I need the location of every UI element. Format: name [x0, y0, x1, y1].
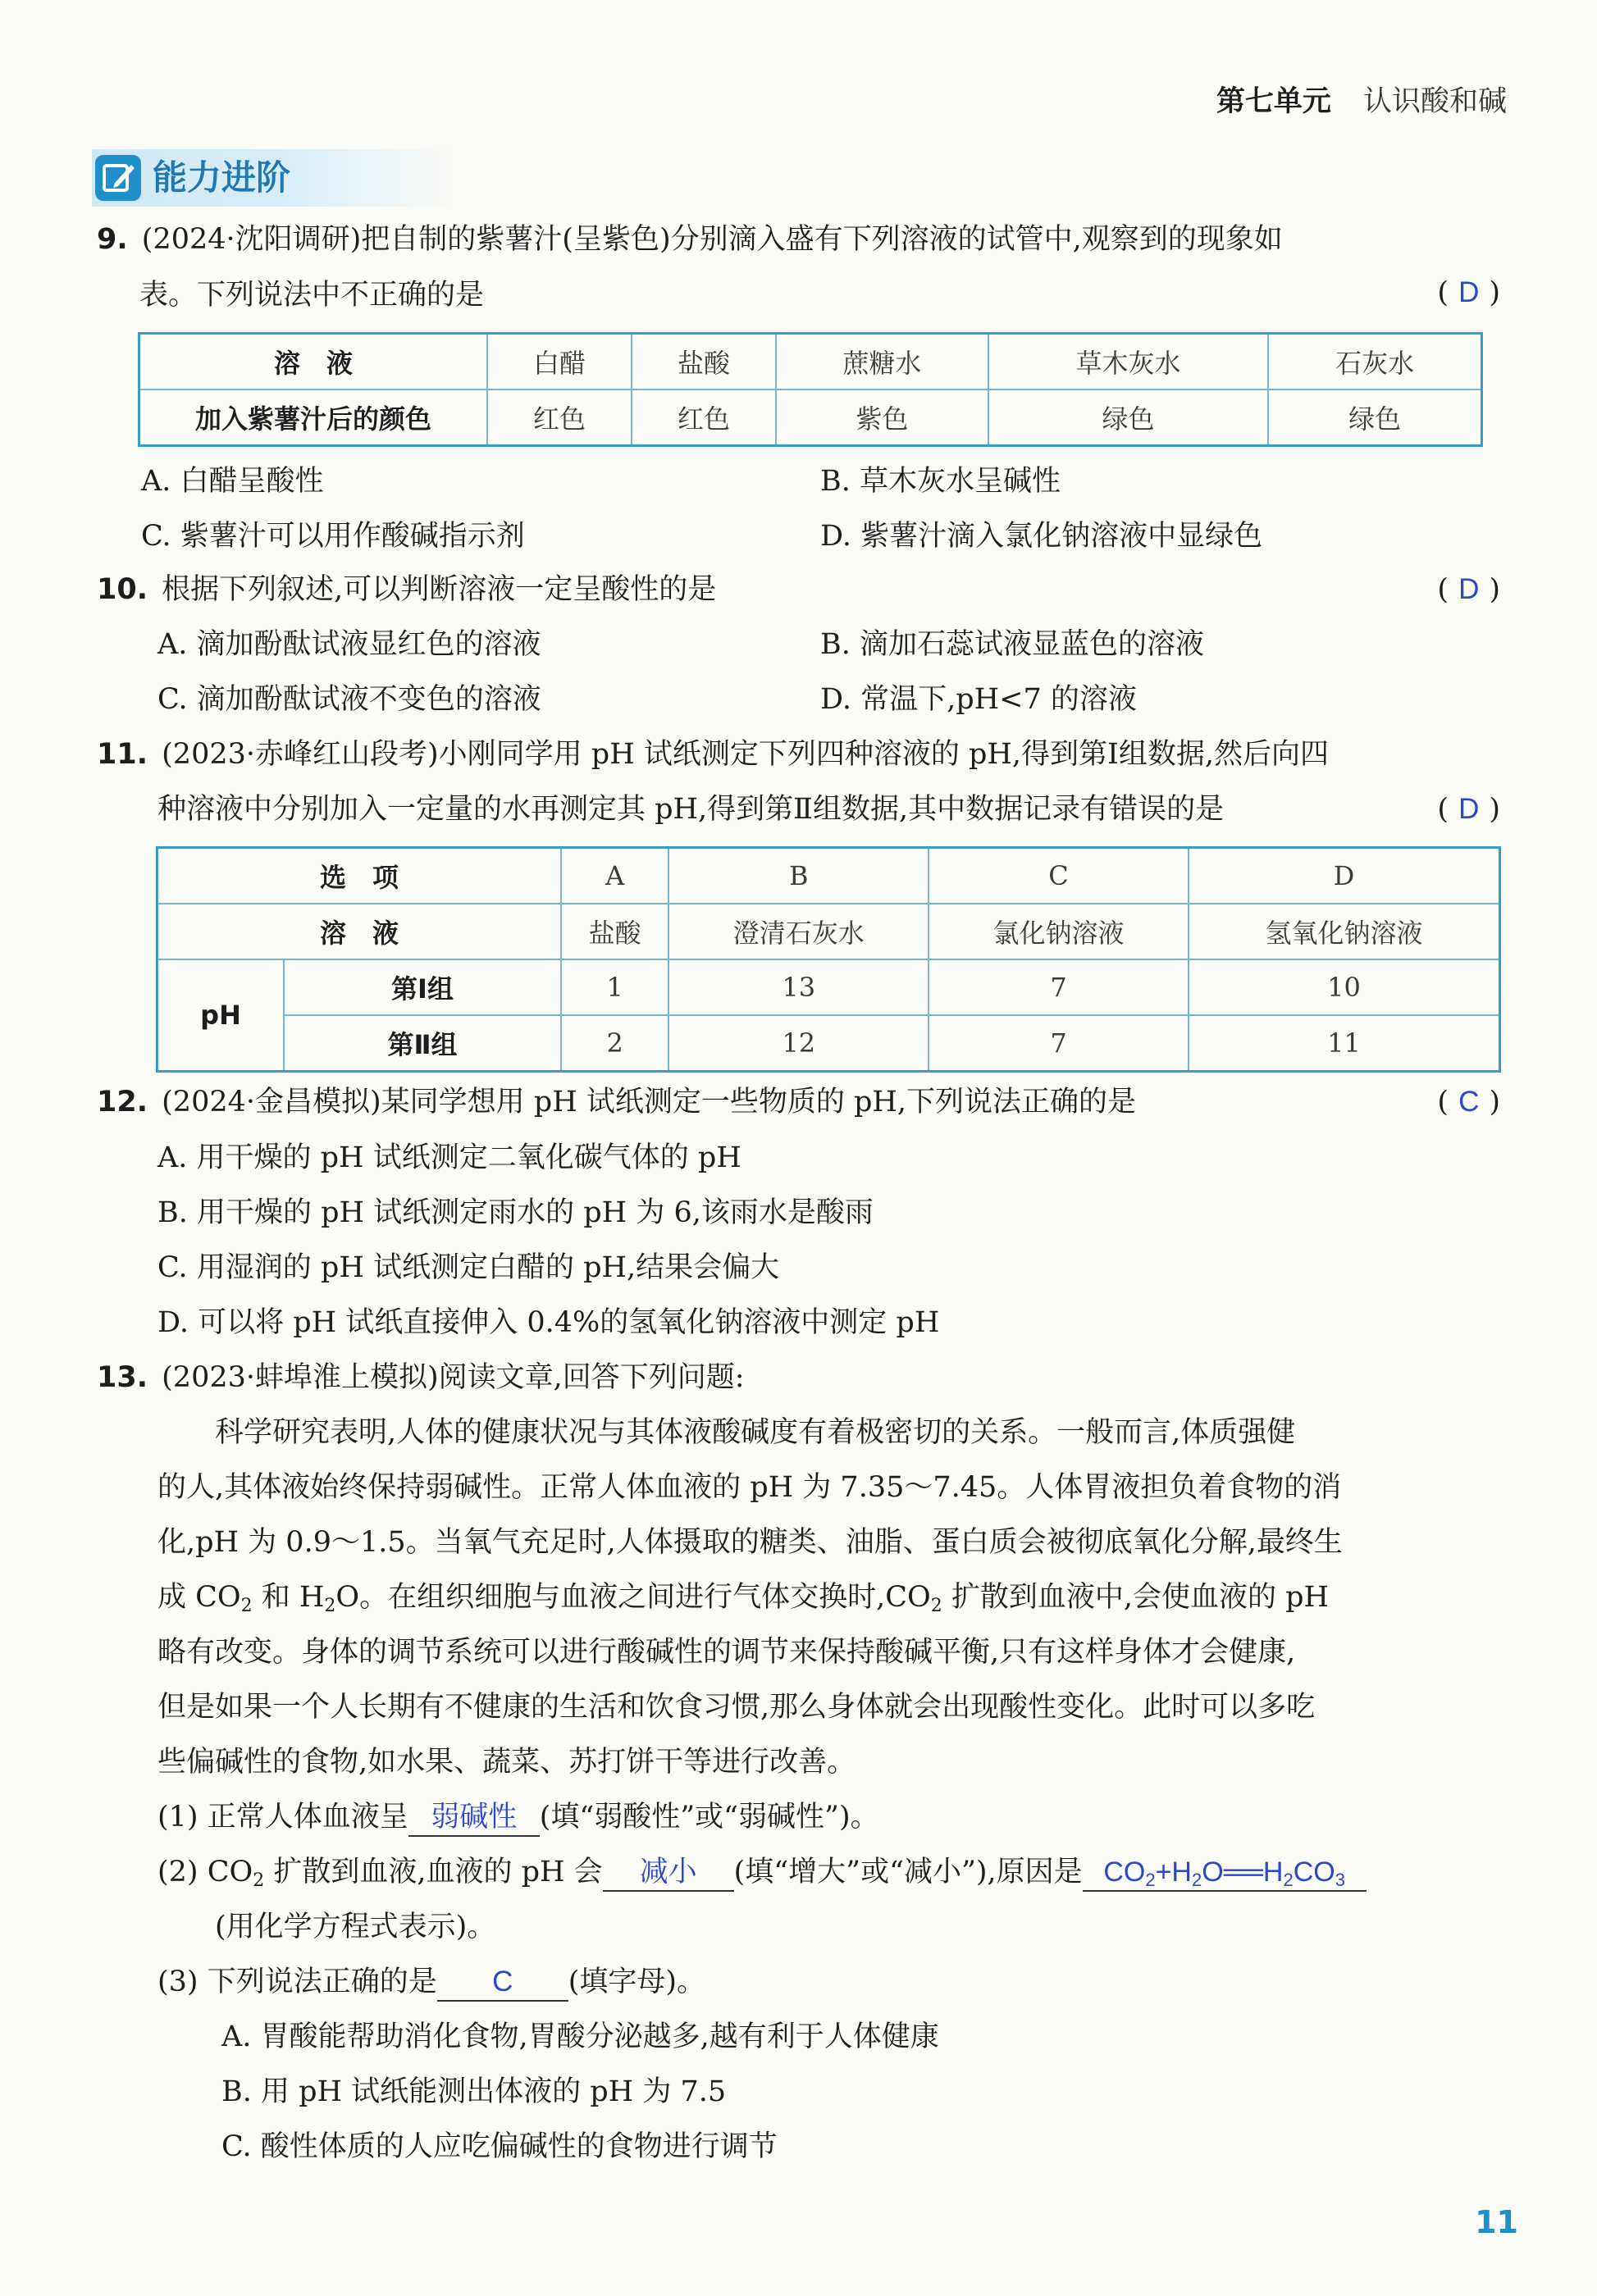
section-badge — [92, 149, 453, 207]
table-row — [139, 390, 1482, 446]
pencil-icon — [95, 155, 141, 201]
subscript: 2 — [253, 1870, 265, 1891]
eq-part: O══H — [1202, 1856, 1284, 1888]
q9-stem-line2: 表。下列说法中不正确的是 — [139, 279, 485, 312]
page-number: 11 — [1475, 2204, 1518, 2240]
sub1-prompt: (1) 正常人体血液呈 — [157, 1801, 408, 1834]
q11-g2-c: 7 — [929, 1015, 1189, 1072]
q11-option-b: B — [668, 848, 929, 904]
q12-option-a: A. 用干燥的 pH 试纸测定二氧化碳气体的 pH — [157, 1141, 741, 1174]
sub2-prompt: (2) CO — [157, 1856, 253, 1888]
sub2-prompt: 扩散到血液,血液的 pH 会 — [264, 1856, 603, 1888]
sub3-prompt: (3) 下列说法正确的是 — [157, 1966, 437, 1998]
q9-answer-value: D — [1458, 276, 1480, 308]
q11-answer-value: D — [1458, 793, 1480, 825]
q12-line — [97, 1084, 1136, 1120]
q9-solution-1: 白醋 — [487, 334, 632, 390]
eq-part: CO — [1103, 1856, 1146, 1888]
q9-solution-2: 盐酸 — [632, 334, 776, 390]
q9-table — [138, 332, 1483, 447]
unit-title: 认识酸和碱 — [1362, 85, 1507, 118]
q11-g2-b: 12 — [668, 1015, 929, 1072]
q13-number: 13. — [97, 1361, 148, 1394]
q11-answer: ( D ) — [1437, 793, 1500, 826]
q9-option-a: A. 白醋呈酸性 — [141, 465, 324, 498]
q11-group2-header: 第Ⅱ组 — [284, 1015, 561, 1072]
q9-number: 9. — [97, 223, 128, 256]
q10-option-c: C. 滴加酚酞试液不变色的溶液 — [157, 683, 541, 716]
table-row — [157, 848, 1500, 904]
section-title: 能力进阶 — [153, 157, 291, 198]
q11-ph-header: pH — [157, 959, 285, 1072]
q12-answer: ( C ) — [1437, 1086, 1500, 1118]
q10-number: 10. — [97, 573, 148, 606]
q11-solution-b: 澄清石灰水 — [668, 904, 929, 959]
subscript: 2 — [1192, 1870, 1202, 1890]
q11-g1-d: 10 — [1189, 959, 1500, 1015]
q10-option-a: A. 滴加酚酞试液显红色的溶液 — [157, 628, 541, 661]
table-row — [157, 904, 1500, 959]
unit-label: 第七单元 — [1216, 85, 1331, 118]
q11-option-d: D — [1189, 848, 1500, 904]
q11-g1-c: 7 — [929, 959, 1189, 1015]
q11-g1-b: 13 — [668, 959, 929, 1015]
page-header — [1216, 82, 1507, 121]
passage-line-7: 些偏碱性的食物,如水果、蔬菜、苏打饼干等进行改善。 — [157, 1746, 856, 1779]
eq-part: +H — [1155, 1856, 1192, 1888]
sub3-hint: (填字母)。 — [568, 1966, 706, 1998]
q11-stem-line2: 种溶液中分别加入一定量的水再测定其 pH,得到第Ⅱ组数据,其中数据记录有错误的是 — [157, 793, 1225, 826]
q11-stem-line1: (2023·赤峰红山段考)小刚同学用 pH 试纸测定下列四种溶液的 pH,得到第Ⅰ组数据,然后向四 — [162, 738, 1329, 771]
q9-row1-header: 溶 液 — [139, 334, 488, 390]
passage-text: O。在组织细胞与血液之间进行气体交换时,CO — [335, 1581, 931, 1614]
sub3-option-a: A. 胃酸能帮助消化食物,胃酸分泌越多,越有利于人体健康 — [221, 2020, 939, 2053]
passage-line-2: 的人,其体液始终保持弱碱性。正常人体血液的 pH 为 7.35～7.45。人体胃液担负着食物的消 — [157, 1471, 1342, 1504]
q10-option-d: D. 常温下,pH<7 的溶液 — [820, 683, 1137, 716]
sub3-option-b: B. 用 pH 试纸能测出体液的 pH 为 7.5 — [221, 2075, 727, 2108]
q12-option-b: B. 用干燥的 pH 试纸测定雨水的 pH 为 6,该雨水是酸雨 — [157, 1196, 874, 1229]
subscript: 2 — [1283, 1870, 1294, 1890]
q11-group1-header: 第Ⅰ组 — [284, 959, 561, 1015]
q9-option-d: D. 紫薯汁滴入氯化钠溶液中显绿色 — [820, 520, 1263, 553]
q10-stem: 根据下列叙述,可以判断溶液一定呈酸性的是 — [162, 573, 717, 606]
q9-option-c: C. 紫薯汁可以用作酸碱指示剂 — [141, 520, 525, 553]
q9-solution-5: 石灰水 — [1268, 334, 1481, 390]
q11-solution-a: 盐酸 — [561, 904, 668, 959]
passage-line-1: 科学研究表明,人体的健康状况与其体液酸碱度有着极密切的关系。一般而言,体质强健 — [215, 1416, 1296, 1449]
table-row — [157, 959, 1500, 1015]
sub2-hint: (填“增大”或“减小”),原因是 — [733, 1856, 1083, 1888]
q9-line1 — [97, 221, 1283, 257]
q13-line — [97, 1360, 745, 1396]
sub1-answer-blank: 弱碱性 — [408, 1799, 540, 1837]
q11-option-a: A — [561, 848, 668, 904]
q11-solution-c: 氯化钠溶液 — [929, 904, 1189, 959]
subscript: 2 — [930, 1596, 942, 1616]
eq-part: CO — [1293, 1856, 1335, 1888]
q11-g2-d: 11 — [1189, 1015, 1500, 1072]
q11-solution-d: 氢氧化钠溶液 — [1189, 904, 1500, 959]
subscript: 3 — [1335, 1870, 1345, 1890]
q9-row2-header: 加入紫薯汁后的颜色 — [139, 390, 488, 446]
q9-answer: ( D ) — [1437, 276, 1500, 309]
q13-sub2 — [157, 1854, 1367, 1892]
passage-line-4 — [157, 1579, 1329, 1615]
passage-text: 和 H — [252, 1581, 325, 1614]
q12-option-d: D. 可以将 pH 试纸直接伸入 0.4%的氢氧化钠溶液中测定 pH — [157, 1306, 940, 1339]
subscript: 2 — [240, 1596, 253, 1616]
passage-line-5: 略有改变。身体的调节系统可以进行酸碱性的调节来保持酸碱平衡,只有这样身体才会健康, — [157, 1636, 1296, 1669]
q9-option-b: B. 草木灰水呈碱性 — [820, 465, 1061, 498]
sub1-hint: (填“弱酸性”或“弱碱性”)。 — [539, 1801, 879, 1834]
sub2-equation-blank — [1083, 1854, 1367, 1892]
q13-stem: (2023·蚌埠淮上模拟)阅读文章,回答下列问题: — [162, 1361, 745, 1394]
sub3-option-c: C. 酸性体质的人应吃偏碱性的食物进行调节 — [221, 2130, 778, 2163]
q9-color-2: 红色 — [632, 390, 776, 446]
passage-line-3: 化,pH 为 0.9～1.5。当氧气充足时,人体摄取的糖类、油脂、蛋白质会被彻底氧化分解,最终生 — [157, 1526, 1343, 1559]
passage-line-6: 但是如果一个人长期有不健康的生活和饮食习惯,那么身体就会出现酸性变化。此时可以多吃 — [157, 1691, 1316, 1724]
q11-table — [156, 846, 1501, 1073]
q12-stem: (2024·金昌模拟)某同学想用 pH 试纸测定一些物质的 pH,下列说法正确的是 — [162, 1086, 1137, 1118]
q10-option-b: B. 滴加石蕊试液显蓝色的溶液 — [820, 628, 1204, 661]
q11-option-c: C — [929, 848, 1189, 904]
q9-stem-line1: (2024·沈阳调研)把自制的紫薯汁(呈紫色)分别滴入盛有下列溶液的试管中,观察到的现象如 — [141, 223, 1283, 256]
q12-option-c: C. 用湿润的 pH 试纸测定白醋的 pH,结果会偏大 — [157, 1251, 780, 1284]
q9-solution-4: 草木灰水 — [988, 334, 1269, 390]
table-row — [157, 1015, 1500, 1072]
q10-answer: ( D ) — [1437, 573, 1500, 606]
sub3-answer-blank: C — [437, 1964, 568, 2002]
q9-color-1: 红色 — [487, 390, 632, 446]
passage-text: 扩散到血液中,会使血液的 pH — [942, 1581, 1329, 1614]
q9-color-3: 紫色 — [776, 390, 988, 446]
subscript: 2 — [1145, 1870, 1156, 1890]
table-row — [139, 334, 1482, 390]
passage-text: 成 CO — [157, 1581, 241, 1614]
sub2-post: (用化学方程式表示)。 — [215, 1911, 496, 1943]
q11-option-header: 选 项 — [157, 848, 562, 904]
subscript: 2 — [324, 1596, 336, 1616]
q9-color-4: 绿色 — [988, 390, 1269, 446]
q12-answer-value: C — [1458, 1086, 1480, 1118]
q11-line1 — [97, 736, 1329, 772]
q10-line — [97, 572, 716, 608]
q13-sub3 — [157, 1964, 705, 2002]
q13-sub1 — [157, 1799, 879, 1837]
q11-number: 11. — [97, 738, 148, 771]
q11-solution-header: 溶 液 — [157, 904, 562, 959]
q12-number: 12. — [97, 1086, 148, 1118]
q10-answer-value: D — [1458, 573, 1480, 605]
q9-solution-3: 蔗糖水 — [776, 334, 988, 390]
sub2-answer-blank: 减小 — [603, 1854, 734, 1892]
q11-g1-a: 1 — [561, 959, 668, 1015]
q11-g2-a: 2 — [561, 1015, 668, 1072]
q9-color-5: 绿色 — [1268, 390, 1481, 446]
